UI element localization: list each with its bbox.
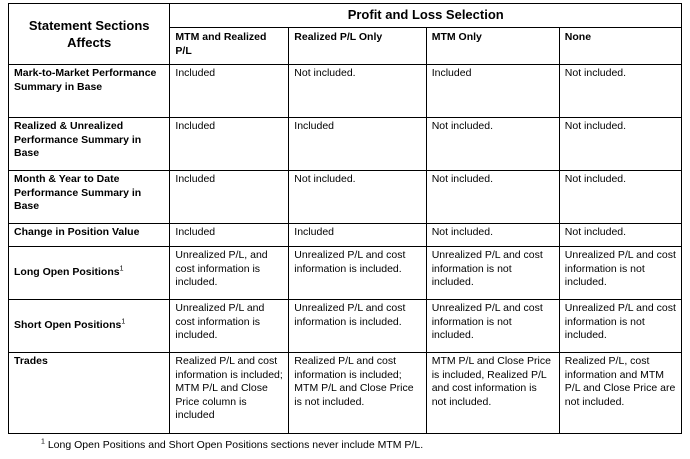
table-row — [9, 171, 682, 224]
footnote-mark: 1 — [119, 265, 124, 273]
pl-selection-table — [8, 3, 682, 434]
row-header: Month & Year to Date Performance Summary in Base — [9, 171, 170, 224]
table-cell: Not included. — [559, 65, 681, 118]
group-header: Profit and Loss Selection — [170, 4, 682, 28]
row-header — [9, 300, 170, 353]
table-row — [9, 353, 682, 434]
table-row — [9, 247, 682, 300]
table-cell: Included — [426, 65, 559, 118]
table-cell: Unrealized P/L and cost information is included. — [289, 247, 426, 300]
footnote-mark: 1 — [121, 318, 126, 326]
table-row — [9, 65, 682, 118]
table-cell: Included — [170, 224, 289, 247]
table-cell: Unrealized P/L and cost information is not included. — [426, 300, 559, 353]
table-cell: Included — [289, 118, 426, 171]
row-header: Trades — [9, 353, 170, 434]
table-cell: Unrealized P/L and cost information is not included. — [559, 300, 681, 353]
table-cell: Included — [170, 118, 289, 171]
row-header — [9, 247, 170, 300]
column-header-mtm-and-realized: MTM and Realized P/L — [170, 28, 289, 65]
table-cell: Not included. — [426, 171, 559, 224]
column-header-mtm-only: MTM Only — [426, 28, 559, 65]
table-cell: Unrealized P/L and cost information is not included. — [426, 247, 559, 300]
table-cell: Not included. — [426, 224, 559, 247]
table-cell: Unrealized P/L and cost information is included. — [289, 300, 426, 353]
table-cell: Included — [289, 224, 426, 247]
table-cell: Not included. — [289, 65, 426, 118]
table-cell: Not included. — [426, 118, 559, 171]
pl-selection-table-container — [8, 3, 682, 434]
row-header: Realized & Unrealized Performance Summary in Base — [9, 118, 170, 171]
table-cell: Included — [170, 65, 289, 118]
table-cell: Realized P/L and cost information is included; MTM P/L and Close Price column is included — [170, 353, 289, 434]
table-cell: Realized P/L, cost information and MTM P/L and Close Price are not included. — [559, 353, 681, 434]
table-row — [9, 118, 682, 171]
footnote-text: Long Open Positions and Short Open Positions sections never include MTM P/L. — [44, 439, 424, 451]
table-row — [9, 224, 682, 247]
row-header: Change in Position Value — [9, 224, 170, 247]
table-cell: Included — [170, 171, 289, 224]
table-cell: Not included. — [559, 118, 681, 171]
row-header: Mark-to-Market Performance Summary in Base — [9, 65, 170, 118]
row-header-label: Long Open Positions — [14, 266, 120, 279]
table-row — [9, 300, 682, 353]
table-cell: Unrealized P/L, and cost information is included. — [170, 247, 289, 300]
table-cell: MTM P/L and Close Price is included, Realized P/L and cost information is not included. — [426, 353, 559, 434]
table-cell: Unrealized P/L and cost information is included. — [170, 300, 289, 353]
table-cell: Realized P/L and cost information is included; MTM P/L and Close Price is not included. — [289, 353, 426, 434]
table-cell: Not included. — [559, 171, 681, 224]
table-cell: Unrealized P/L and cost information is not included. — [559, 247, 681, 300]
footnote — [41, 439, 423, 452]
column-header-none: None — [559, 28, 681, 65]
row-header-label: Short Open Positions — [14, 319, 122, 332]
header-row-top — [9, 4, 682, 28]
table-cell: Not included. — [289, 171, 426, 224]
table-cell: Not included. — [559, 224, 681, 247]
corner-header: Statement Sections Affects — [9, 4, 170, 65]
column-header-realized-only: Realized P/L Only — [289, 28, 426, 65]
footnote-number: 1 — [41, 438, 45, 446]
